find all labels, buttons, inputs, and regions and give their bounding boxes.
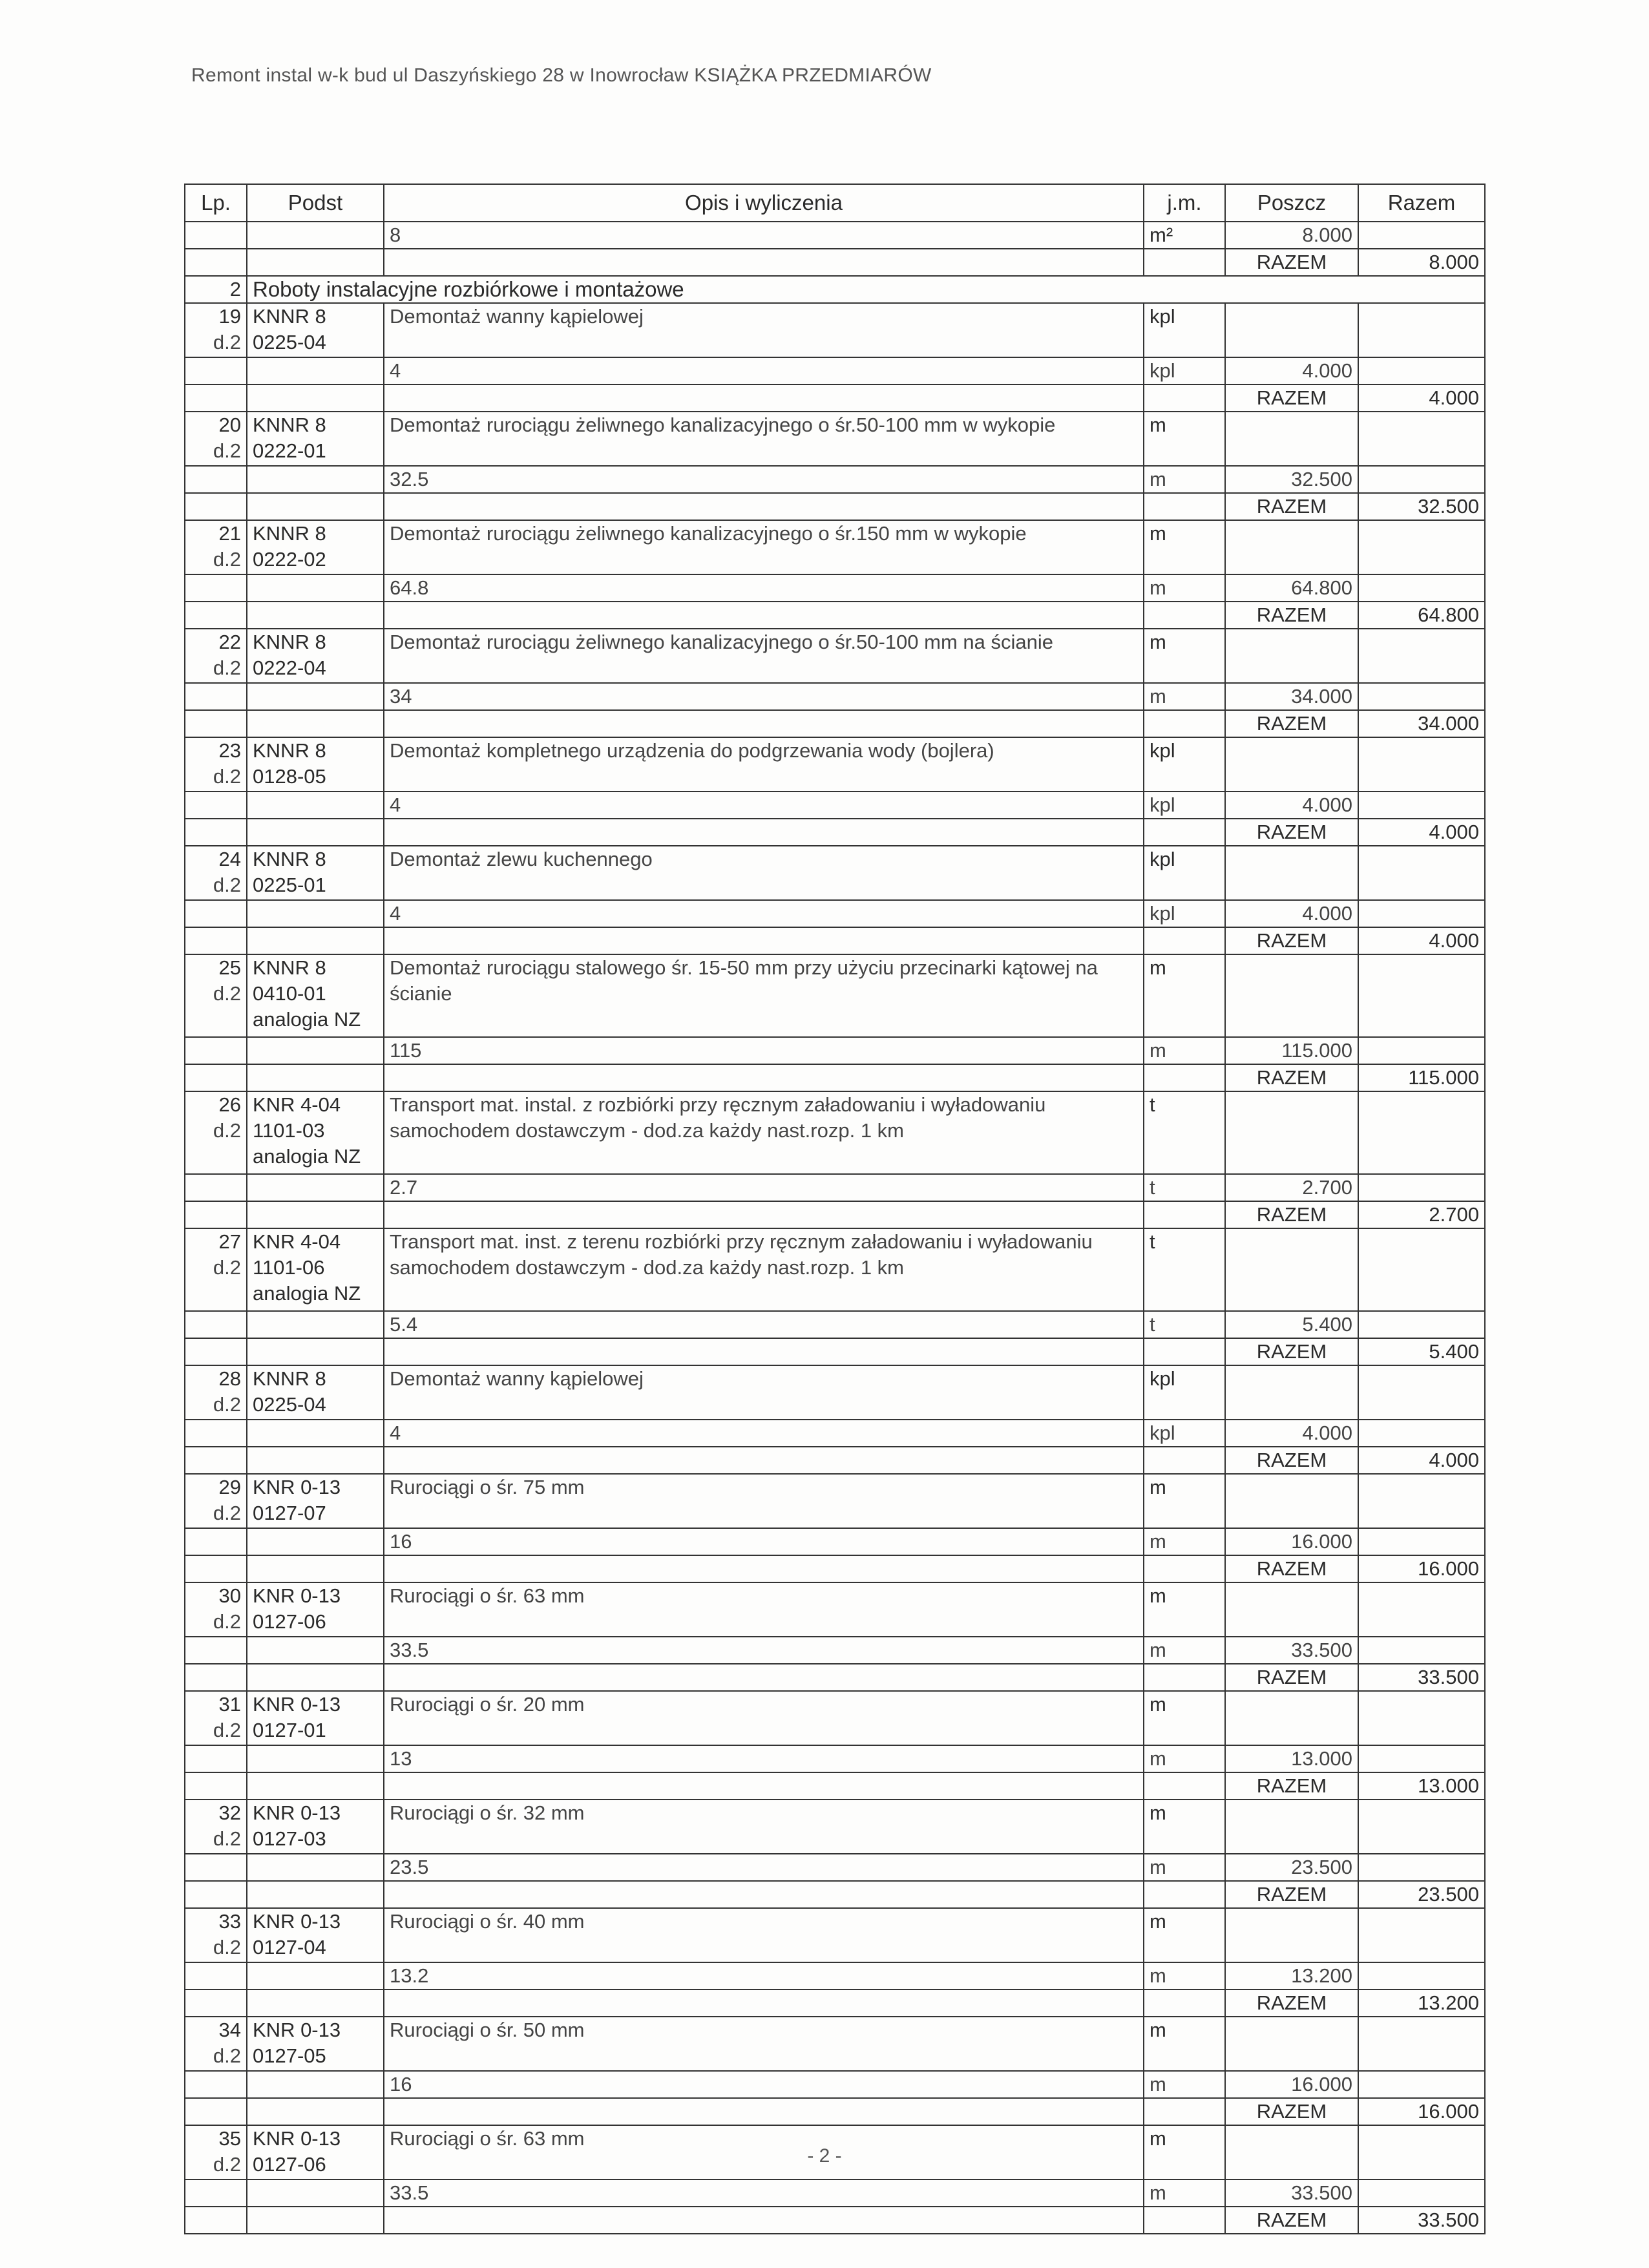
calc-cell: 4 <box>384 900 1144 927</box>
calc-row <box>185 683 1485 710</box>
col-header-razem: Razem <box>1358 184 1485 222</box>
item-unit: m <box>1144 2017 1225 2071</box>
calc-cell: 64.8 <box>384 574 1144 602</box>
razem-value: 4.000 <box>1358 819 1485 846</box>
calc-row <box>185 1745 1485 1772</box>
item-row <box>185 1228 1485 1311</box>
item-subnumber: d.2 <box>213 1502 241 1524</box>
podst-line: KNNR 8 <box>253 522 326 545</box>
podst-line: 0225-01 <box>253 874 326 896</box>
col-header-poszcz: Poszcz <box>1225 184 1358 222</box>
section-row <box>185 276 1485 303</box>
razem-value: 8.000 <box>1358 249 1485 276</box>
item-description: Rurociągi o śr. 63 mm <box>384 2125 1144 2179</box>
item-number: 25 <box>218 956 241 979</box>
item-subnumber: d.2 <box>213 1936 241 1958</box>
razem-label: RAZEM <box>1225 1447 1358 1474</box>
poszcz-cell: 13.200 <box>1225 1962 1358 1990</box>
poszcz-cell: 115.000 <box>1225 1037 1358 1064</box>
col-header-opis: Opis i wyliczenia <box>384 184 1144 222</box>
calc-row <box>185 1311 1485 1338</box>
podst-line: 0222-02 <box>253 548 326 571</box>
podst-line: 0127-04 <box>253 1936 326 1958</box>
item-number: 27 <box>218 1230 241 1253</box>
page-number: - 2 - <box>807 2145 842 2167</box>
item-subnumber: d.2 <box>213 1256 241 1279</box>
podst-line: 1101-06 <box>253 1256 325 1279</box>
item-description: Rurociągi o śr. 40 mm <box>384 1908 1144 1962</box>
calc-row <box>185 1420 1485 1447</box>
calc-cell: 23.5 <box>384 1854 1144 1881</box>
razem-value: 23.500 <box>1358 1881 1485 1908</box>
calc-cell: 13 <box>384 1745 1144 1772</box>
poszcz-cell: 23.500 <box>1225 1854 1358 1881</box>
podst-line: 0225-04 <box>253 331 326 353</box>
item-subnumber: d.2 <box>213 1393 241 1416</box>
podst-line: KNNR 8 <box>253 305 326 328</box>
calc-row <box>185 1528 1485 1555</box>
razem-row <box>185 493 1485 520</box>
calc-cell: 4 <box>384 1420 1144 1447</box>
podst-line: KNNR 8 <box>253 739 326 762</box>
bill-of-quantities-table <box>184 184 1486 2234</box>
razem-row <box>185 1201 1485 1228</box>
item-description: Demontaż rurociągu żeliwnego kanalizacyjnego o śr.50-100 mm w wykopie <box>384 412 1144 466</box>
calc-cell: 33.5 <box>384 1637 1144 1664</box>
item-description: Rurociągi o śr. 32 mm <box>384 1800 1144 1854</box>
calc-row <box>185 2179 1485 2207</box>
item-description: Transport mat. instal. z rozbiórki przy ręcznym załadowaniu i wyładowaniu samochodem dostawczym - dod.za każdy nast.rozp. 1 km <box>384 1091 1144 1174</box>
item-row <box>185 1691 1485 1745</box>
item-unit: m <box>1144 1474 1225 1528</box>
unit-cell: m <box>1144 2071 1225 2098</box>
podst-line: KNR 0-13 <box>253 1801 341 1824</box>
razem-row <box>185 1555 1485 1582</box>
razem-label: RAZEM <box>1225 1772 1358 1800</box>
razem-value: 4.000 <box>1358 1447 1485 1474</box>
item-description: Demontaż rurociągu żeliwnego kanalizacyjnego o śr.50-100 mm na ścianie <box>384 629 1144 683</box>
razem-label: RAZEM <box>1225 493 1358 520</box>
item-unit: m <box>1144 1908 1225 1962</box>
calc-row <box>185 792 1485 819</box>
podst-line: 0222-01 <box>253 439 326 462</box>
calc-cell: 4 <box>384 357 1144 384</box>
unit-cell: m <box>1144 466 1225 493</box>
unit-cell: m <box>1144 683 1225 710</box>
calc-cell: 16 <box>384 1528 1144 1555</box>
item-unit: m <box>1144 629 1225 683</box>
calc-row <box>185 357 1485 384</box>
item-row <box>185 954 1485 1037</box>
unit-cell: t <box>1144 1174 1225 1201</box>
poszcz-cell: 33.500 <box>1225 1637 1358 1664</box>
item-row <box>185 412 1485 466</box>
calc-cell: 5.4 <box>384 1311 1144 1338</box>
razem-value: 4.000 <box>1358 384 1485 412</box>
item-description: Rurociągi o śr. 50 mm <box>384 2017 1144 2071</box>
col-header-podst: Podst <box>247 184 384 222</box>
item-number: 21 <box>218 522 241 545</box>
podst-line: 0410-01 <box>253 982 326 1005</box>
podst-line: analogia NZ <box>253 1008 361 1031</box>
calc-cell: 32.5 <box>384 466 1144 493</box>
podst-line: KNNR 8 <box>253 1367 326 1390</box>
razem-label: RAZEM <box>1225 1990 1358 2017</box>
item-unit: m <box>1144 1800 1225 1854</box>
calc-cell: 13.2 <box>384 1962 1144 1990</box>
item-description: Demontaż wanny kąpielowej <box>384 303 1144 357</box>
item-number: 35 <box>218 2127 241 2150</box>
item-unit: t <box>1144 1228 1225 1311</box>
item-subnumber: d.2 <box>213 1119 241 1142</box>
item-unit: kpl <box>1144 846 1225 900</box>
calc-cell: 16 <box>384 2071 1144 2098</box>
table-row <box>185 222 1485 249</box>
podst-line: 0225-04 <box>253 1393 326 1416</box>
item-description: Demontaż wanny kąpielowej <box>384 1365 1144 1420</box>
podst-line: 0128-05 <box>253 765 326 788</box>
podst-line: KNR 4-04 <box>253 1230 341 1253</box>
calc-cell: 33.5 <box>384 2179 1144 2207</box>
podst-line: 0222-04 <box>253 656 326 679</box>
podst-line: KNR 0-13 <box>253 2127 341 2150</box>
poszcz-cell: 32.500 <box>1225 466 1358 493</box>
item-subnumber: d.2 <box>213 874 241 896</box>
podst-line: KNR 0-13 <box>253 2019 341 2041</box>
unit-cell: kpl <box>1144 900 1225 927</box>
razem-label: RAZEM <box>1225 710 1358 737</box>
item-description: Rurociągi o śr. 63 mm <box>384 1582 1144 1637</box>
item-unit: m <box>1144 2125 1225 2179</box>
razem-label: RAZEM <box>1225 2098 1358 2125</box>
podst-line: 1101-03 <box>253 1119 325 1142</box>
unit-cell: m² <box>1144 222 1225 249</box>
podst-line: KNR 4-04 <box>253 1093 341 1116</box>
item-unit: m <box>1144 520 1225 574</box>
razem-value: 34.000 <box>1358 710 1485 737</box>
razem-value: 5.400 <box>1358 1338 1485 1365</box>
item-number: 31 <box>218 1693 241 1716</box>
unit-cell: m <box>1144 1962 1225 1990</box>
poszcz-cell: 13.000 <box>1225 1745 1358 1772</box>
item-number: 32 <box>218 1801 241 1824</box>
razem-row <box>185 2207 1485 2234</box>
item-row <box>185 2017 1485 2071</box>
razem-row <box>185 2098 1485 2125</box>
poszcz-cell: 8.000 <box>1225 222 1358 249</box>
item-row <box>185 737 1485 792</box>
razem-label: RAZEM <box>1225 1338 1358 1365</box>
razem-label: RAZEM <box>1225 1064 1358 1091</box>
unit-cell: kpl <box>1144 357 1225 384</box>
item-row <box>185 1800 1485 1854</box>
razem-value: 64.800 <box>1358 602 1485 629</box>
razem-row <box>185 1772 1485 1800</box>
razem-row <box>185 1338 1485 1365</box>
razem-label: RAZEM <box>1225 927 1358 954</box>
razem-label: RAZEM <box>1225 1555 1358 1582</box>
item-description: Demontaż kompletnego urządzenia do podgrzewania wody (bojlera) <box>384 737 1144 792</box>
podst-line: analogia NZ <box>253 1145 361 1168</box>
razem-label: RAZEM <box>1225 1664 1358 1691</box>
poszcz-cell: 4.000 <box>1225 792 1358 819</box>
poszcz-cell: 34.000 <box>1225 683 1358 710</box>
calc-cell: 115 <box>384 1037 1144 1064</box>
item-row <box>185 1582 1485 1637</box>
item-subnumber: d.2 <box>213 439 241 462</box>
razem-row <box>185 1664 1485 1691</box>
item-unit: t <box>1144 1091 1225 1174</box>
item-description: Demontaż zlewu kuchennego <box>384 846 1144 900</box>
item-row <box>185 1474 1485 1528</box>
calc-row <box>185 1637 1485 1664</box>
unit-cell: kpl <box>1144 1420 1225 1447</box>
item-number: 26 <box>218 1093 241 1116</box>
item-description: Demontaż rurociągu stalowego śr. 15-50 mm przy użyciu przecinarki kątowej na ścianie <box>384 954 1144 1037</box>
item-subnumber: d.2 <box>213 982 241 1005</box>
item-number: 28 <box>218 1367 241 1390</box>
razem-row <box>185 1447 1485 1474</box>
calc-cell: 2.7 <box>384 1174 1144 1201</box>
calc-cell: 34 <box>384 683 1144 710</box>
podst-line: 0127-01 <box>253 1719 326 1741</box>
podst-line: 0127-07 <box>253 1502 326 1524</box>
unit-cell: kpl <box>1144 792 1225 819</box>
calc-row <box>185 900 1485 927</box>
podst-line: KNR 0-13 <box>253 1584 341 1607</box>
podst-line: KNR 0-13 <box>253 1910 341 1933</box>
item-subnumber: d.2 <box>213 2153 241 2176</box>
section-number: 2 <box>185 276 247 303</box>
calc-row <box>185 466 1485 493</box>
item-subnumber: d.2 <box>213 2044 241 2067</box>
razem-label: RAZEM <box>1225 819 1358 846</box>
podst-line: analogia NZ <box>253 1282 361 1305</box>
poszcz-cell: 2.700 <box>1225 1174 1358 1201</box>
razem-value: 32.500 <box>1358 493 1485 520</box>
item-subnumber: d.2 <box>213 1827 241 1850</box>
calc-row <box>185 2071 1485 2098</box>
razem-value: 16.000 <box>1358 1555 1485 1582</box>
calc-row <box>185 574 1485 602</box>
unit-cell: m <box>1144 1637 1225 1664</box>
item-subnumber: d.2 <box>213 1719 241 1741</box>
podst-line: 0127-03 <box>253 1827 326 1850</box>
poszcz-cell: 16.000 <box>1225 2071 1358 2098</box>
razem-value: 2.700 <box>1358 1201 1485 1228</box>
item-description: Rurociągi o śr. 20 mm <box>384 1691 1144 1745</box>
poszcz-cell: 4.000 <box>1225 900 1358 927</box>
poszcz-cell: 4.000 <box>1225 1420 1358 1447</box>
razem-label: RAZEM <box>1225 2207 1358 2234</box>
item-number: 20 <box>218 414 241 436</box>
item-subnumber: d.2 <box>213 548 241 571</box>
razem-label: RAZEM <box>1225 602 1358 629</box>
item-subnumber: d.2 <box>213 656 241 679</box>
table-header-row <box>185 184 1485 222</box>
item-description: Demontaż rurociągu żeliwnego kanalizacyjnego o śr.150 mm w wykopie <box>384 520 1144 574</box>
item-subnumber: d.2 <box>213 1610 241 1633</box>
podst-line: KNNR 8 <box>253 631 326 653</box>
unit-cell: m <box>1144 1745 1225 1772</box>
item-row <box>185 1091 1485 1174</box>
razem-value: 13.200 <box>1358 1990 1485 2017</box>
calc-row <box>185 1962 1485 1990</box>
col-header-jm: j.m. <box>1144 184 1225 222</box>
razem-row <box>185 1881 1485 1908</box>
item-unit: m <box>1144 412 1225 466</box>
item-description: Rurociągi o śr. 75 mm <box>384 1474 1144 1528</box>
razem-label: RAZEM <box>1225 1881 1358 1908</box>
item-number: 30 <box>218 1584 241 1607</box>
col-header-lp: Lp. <box>185 184 247 222</box>
razem-row <box>185 249 1485 276</box>
podst-line: 0127-06 <box>253 1610 326 1633</box>
unit-cell: m <box>1144 574 1225 602</box>
razem-value: 16.000 <box>1358 2098 1485 2125</box>
unit-cell: m <box>1144 1037 1225 1064</box>
section-title: Roboty instalacyjne rozbiórkowe i montażowe <box>247 276 1485 303</box>
razem-value: 13.000 <box>1358 1772 1485 1800</box>
calc-row <box>185 1174 1485 1201</box>
razem-label: RAZEM <box>1225 1201 1358 1228</box>
razem-row <box>185 602 1485 629</box>
poszcz-cell: 64.800 <box>1225 574 1358 602</box>
item-subnumber: d.2 <box>213 331 241 353</box>
unit-cell: m <box>1144 1528 1225 1555</box>
unit-cell: m <box>1144 2179 1225 2207</box>
calc-cell: 8 <box>384 222 1144 249</box>
poszcz-cell: 4.000 <box>1225 357 1358 384</box>
item-number: 24 <box>218 848 241 870</box>
razem-value: 115.000 <box>1358 1064 1485 1091</box>
item-number: 19 <box>218 305 241 328</box>
unit-cell: t <box>1144 1311 1225 1338</box>
razem-value: 4.000 <box>1358 927 1485 954</box>
calc-row <box>185 1037 1485 1064</box>
razem-label: RAZEM <box>1225 249 1358 276</box>
razem-row <box>185 1064 1485 1091</box>
poszcz-cell: 33.500 <box>1225 2179 1358 2207</box>
item-number: 33 <box>218 1910 241 1933</box>
item-number: 23 <box>218 739 241 762</box>
poszcz-cell: 16.000 <box>1225 1528 1358 1555</box>
item-unit: kpl <box>1144 303 1225 357</box>
razem-row <box>185 384 1485 412</box>
item-unit: kpl <box>1144 1365 1225 1420</box>
razem-value: 33.500 <box>1358 2207 1485 2234</box>
podst-line: KNR 0-13 <box>253 1476 341 1498</box>
item-subnumber: d.2 <box>213 765 241 788</box>
item-number: 22 <box>218 631 241 653</box>
item-unit: m <box>1144 954 1225 1037</box>
razem-row <box>185 1990 1485 2017</box>
razem-row <box>185 927 1485 954</box>
podst-line: 0127-05 <box>253 2044 326 2067</box>
item-row <box>185 1365 1485 1420</box>
item-row <box>185 629 1485 683</box>
item-row <box>185 520 1485 574</box>
unit-cell: m <box>1144 1854 1225 1881</box>
page-header: Remont instal w-k bud ul Daszyńskiego 28 w Inowrocław KSIĄŻKA PRZEDMIARÓW <box>191 65 932 86</box>
calc-cell: 4 <box>384 792 1144 819</box>
poszcz-cell: 5.400 <box>1225 1311 1358 1338</box>
item-row <box>185 846 1485 900</box>
item-row <box>185 1908 1485 1962</box>
podst-line: 0127-06 <box>253 2153 326 2176</box>
podst-line: KNNR 8 <box>253 956 326 979</box>
item-number: 34 <box>218 2019 241 2041</box>
item-row <box>185 303 1485 357</box>
calc-row <box>185 1854 1485 1881</box>
razem-label: RAZEM <box>1225 384 1358 412</box>
item-unit: m <box>1144 1691 1225 1745</box>
podst-line: KNNR 8 <box>253 848 326 870</box>
razem-row <box>185 819 1485 846</box>
item-description: Transport mat. inst. z terenu rozbiórki przy ręcznym załadowaniu i wyładowaniu samochodem dostawczym - dod.za każdy nast.rozp. 1 km <box>384 1228 1144 1311</box>
item-unit: kpl <box>1144 737 1225 792</box>
razem-row <box>185 710 1485 737</box>
podst-line: KNR 0-13 <box>253 1693 341 1716</box>
razem-value: 33.500 <box>1358 1664 1485 1691</box>
item-number: 29 <box>218 1476 241 1498</box>
item-unit: m <box>1144 1582 1225 1637</box>
podst-line: KNNR 8 <box>253 414 326 436</box>
